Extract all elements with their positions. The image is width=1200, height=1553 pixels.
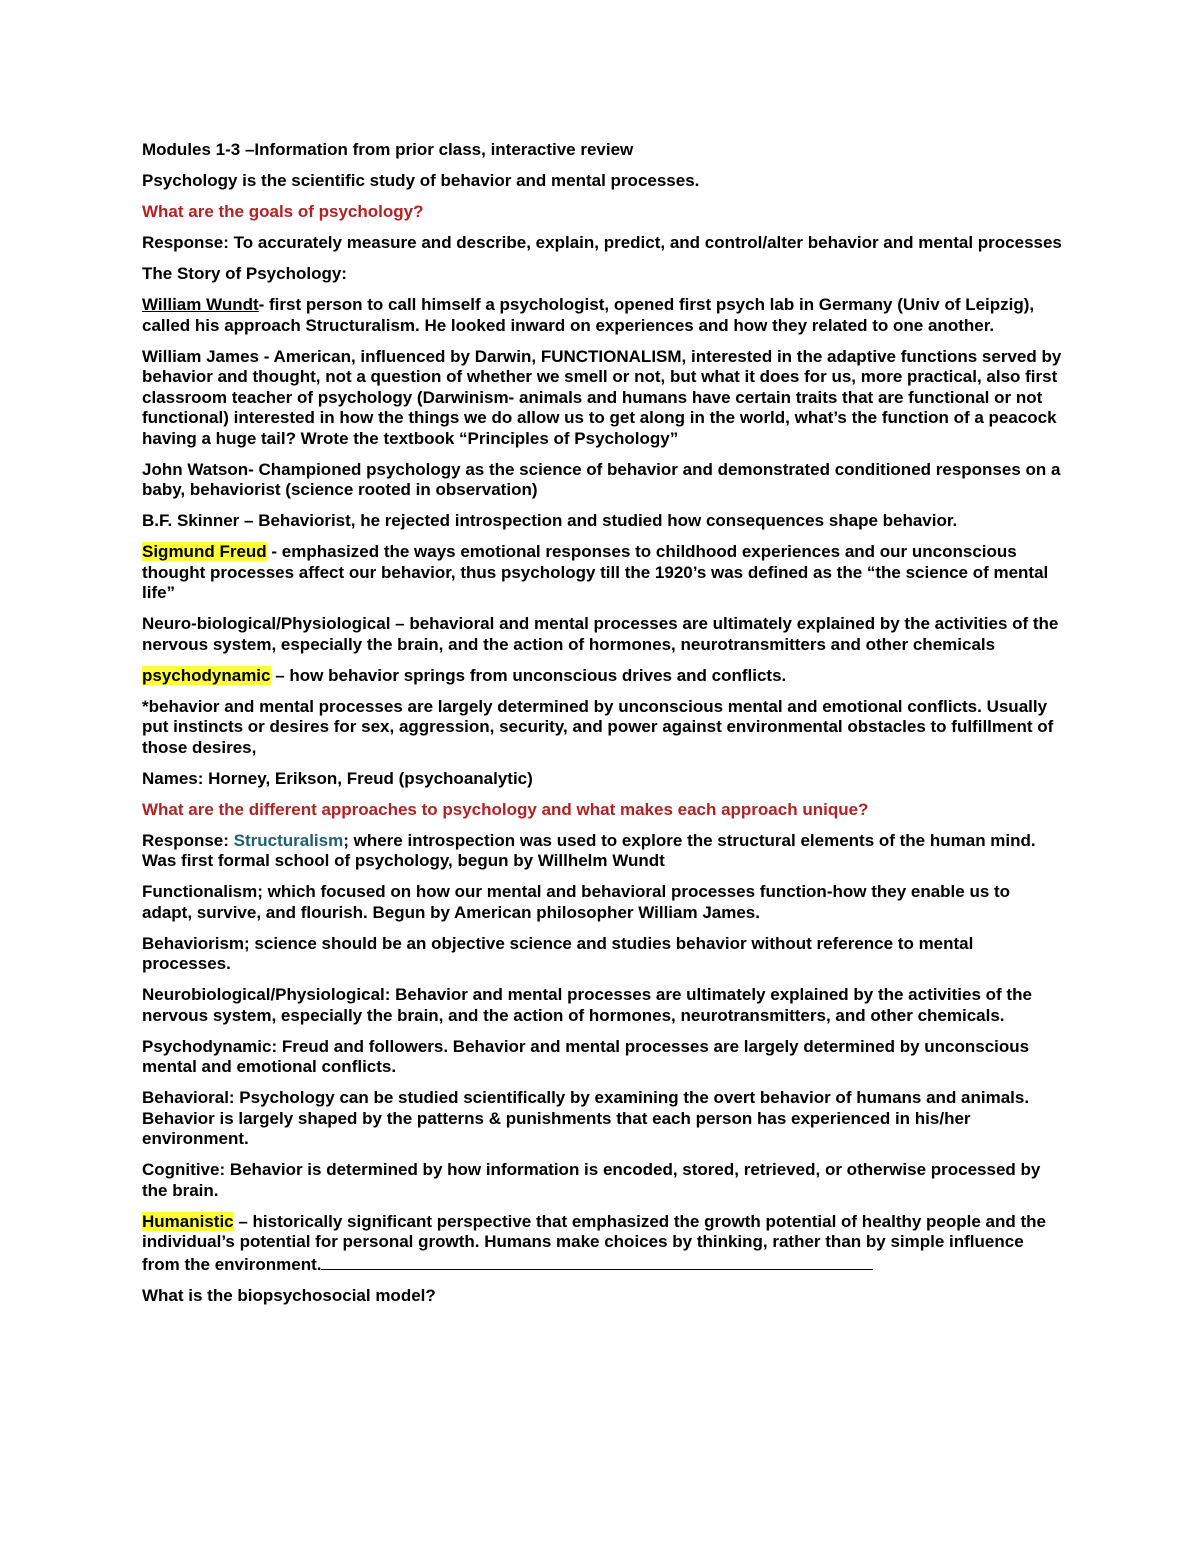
paragraph-functionalism: Functionalism; which focused on how our mental and behavioral processes function-how they enable us to adapt, survive, and flourish. Begun by American philosopher William James. (142, 882, 1011, 922)
wundt-name: William Wundt (142, 295, 259, 314)
paragraph-psychodynamic (142, 666, 1062, 687)
response-structuralism (142, 831, 1062, 872)
structuralism-text: ; where introspection was used to explore the structural elements of the human mind. Was first formal school of psychology, begun by Willhelm Wundt (142, 830, 1036, 870)
response-goals: Response: To accurately measure and describe, explain, predict, and control/alter behavior and mental processes (142, 233, 1062, 252)
document-title: Modules 1-3 –Information from prior class, interactive review (142, 140, 634, 159)
paragraph-neuro: Neuro-biological/Physiological – behavioral and mental processes are ultimately explained by the activities of the nervous system, especially the brain, and the action of hormones, neurotransmitters and other chemicals (142, 614, 1059, 654)
psychology-definition: Psychology is the scientific study of behavior and mental processes. (142, 171, 700, 190)
question-goals: What are the goals of psychology? (142, 202, 424, 221)
structuralism-term: Structuralism (233, 830, 344, 850)
paragraph-wundt (142, 295, 1062, 336)
freud-text: - emphasized the ways emotional responses to childhood experiences and our unconscious thought processes affect our behavior, thus psychology till the 1920’s was defined as the “the science of mental life” (142, 542, 1049, 602)
paragraph-james: William James - American, influenced by Darwin, FUNCTIONALISM, interested in the adaptive functions served by behavior and thought, not a question of whether we smell or not, but what it does for us, more practical, also first classroom teacher of psychology (Darwinism- animals and humans have certain traits that are functional or not functional) interested in how the things we do allow us to get along in the world, what’s the function of a peacock having a huge tail? Wrote the textbook “Principles of Psychology” (142, 346, 1062, 448)
paragraph-names: Names: Horney, Erikson, Freud (psychoanalytic) (142, 768, 533, 788)
freud-name-highlight: Sigmund Freud (142, 542, 267, 561)
wundt-text: - first person to call himself a psychologist, opened first psych lab in Germany (Univ of Leipzig), called his approach Structuralism. He looked inward on experiences and how they related to one another. (142, 295, 1035, 335)
document-body (142, 140, 1062, 1317)
paragraph-freud (142, 542, 1062, 604)
psychodynamic-term-highlight: psychodynamic (142, 665, 271, 685)
answer-blank-line (321, 1253, 873, 1270)
response-prefix: Response: (142, 830, 234, 850)
paragraph-behavioral: Behavioral: Psychology can be studied scientifically by examining the overt behavior of humans and animals. Behavior is largely shaped by the patterns & punishments that each person has experienced in his/her environment. (142, 1088, 1030, 1148)
question-biopsychosocial: What is the biopsychosocial model? (142, 1285, 436, 1305)
paragraph-cognitive: Cognitive: Behavior is determined by how information is encoded, stored, retrieved, or otherwise processed by the brain. (142, 1160, 1041, 1200)
story-heading: The Story of Psychology: (142, 264, 347, 283)
paragraph-skinner: B.F. Skinner – Behaviorist, he rejected introspection and studied how consequences shape behavior. (142, 511, 958, 530)
paragraph-neurobiological: Neurobiological/Physiological: Behavior and mental processes are ultimately explained by the activities of the nervous system, especially the brain, and the action of hormones, neurotransmitters, and other chemicals. (142, 985, 1032, 1025)
paragraph-behaviorism: Behaviorism; science should be an objective science and studies behavior without reference to mental processes. (142, 933, 974, 973)
paragraph-psychodynamic-approach: Psychodynamic: Freud and followers. Behavior and mental processes are largely determined by unconscious mental and emotional conflicts. (142, 1036, 1030, 1076)
humanistic-text: – historically significant perspective that emphasized the growth potential of healthy people and the individual’s potential for personal growth. Humans make choices by thinking, rather than by simple influence from the environment. (142, 1211, 1047, 1274)
paragraph-psychodynamic-note: *behavior and mental processes are largely determined by unconscious mental and emotional conflicts. Usually put instincts or desires for sex, aggression, security, and power against environmental obstacles to fulfillment of those desires, (142, 696, 1054, 757)
humanistic-term-highlight: Humanistic (142, 1211, 234, 1231)
paragraph-watson: John Watson- Championed psychology as the science of behavior and demonstrated conditioned responses on a baby, behaviorist (science rooted in observation) (142, 459, 1061, 499)
paragraph-humanistic (142, 1212, 1062, 1276)
psychodynamic-text: – how behavior springs from unconscious drives and conflicts. (270, 665, 787, 685)
question-approaches: What are the different approaches to psychology and what makes each approach unique? (142, 799, 869, 819)
